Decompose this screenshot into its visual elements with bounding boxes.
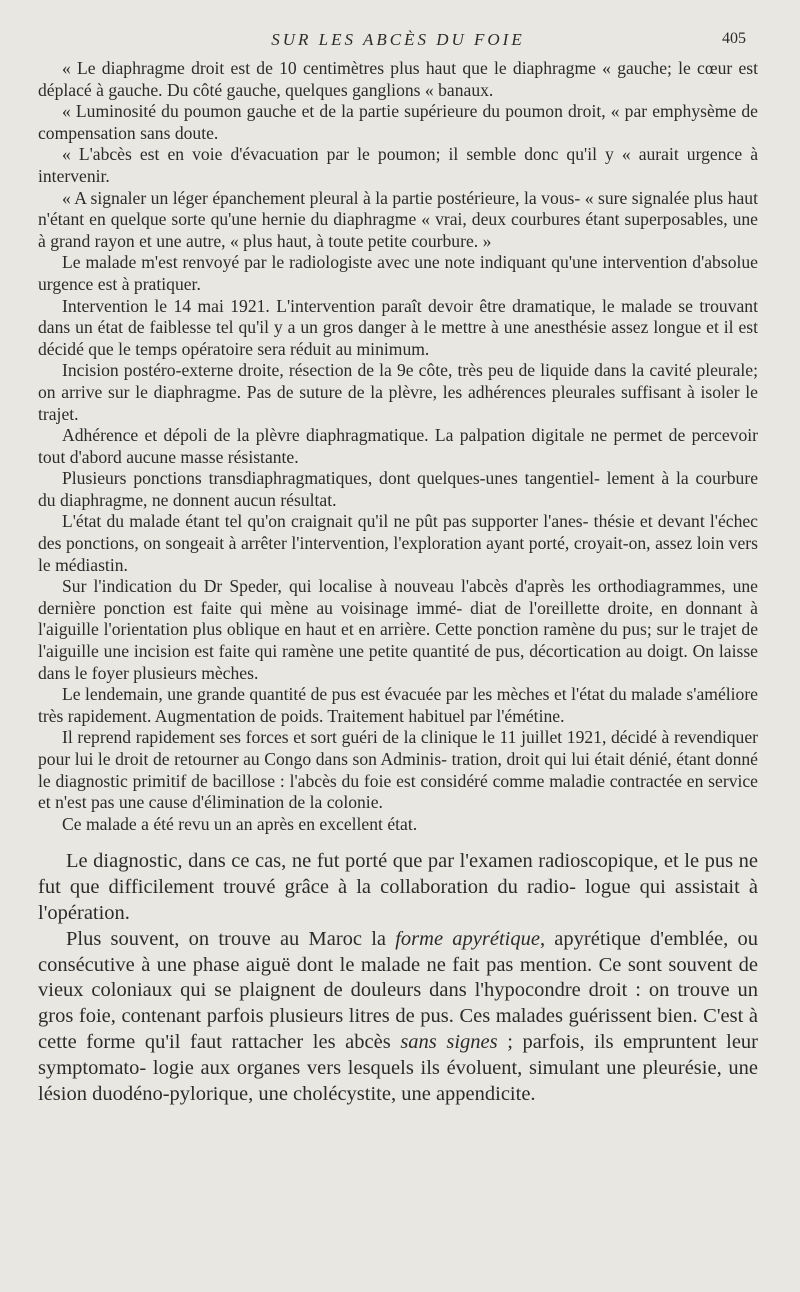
case-paragraph: Sur l'indication du Dr Speder, qui localise à nouveau l'abcès d'après les orthodiagrammes, une dernière ponction est faite qui mène au voisinage immé- diat de l'oreillette droite, en donnant à l'aiguille l'orientation plus oblique en haut et en arrière. Cette ponction ramène du pus; sur le trajet de l'aiguille une incision est faite qui ramène une petite quantité de pus, décortication au doigt. On laisse dans le foyer plusieurs mèches. [38,576,758,683]
body-text: Plus souvent, on trouve au Maroc la [66,927,396,950]
body-text: ; parfois, ils empruntent leur symptomato- logie aux organes vers lesquels ils évoluent, simulant une pleurésie, une lésion duodéno-pylorique, une cholécystite, une appendicite. [38,1030,758,1105]
case-paragraph: Il reprend rapidement ses forces et sort guéri de la clinique le 11 juillet 1921, décidé à revendiquer pour lui le droit de retourner au Congo dans son Adminis- tration, droit qui lui était dénié, étant donné le diagnostic primitif de bacillose : l'abcès du foie est considéré comme maladie contractée en service et n'est pas une cause d'élimination de la colonie. [38,727,758,813]
body-text: , apyrétique d'emblée, ou consécutive à une phase aiguë dont le malade ne fait pas mention. Ce sont souvent de vieux coloniaux qui se plaignent de douleurs dans l'hypocondre droit : on trouve un gros foie, contenant parfois plusieurs litres de pus. Ces malades guérissent bien. C'est à cette forme qu'il faut rattacher les abcès [38,927,758,1053]
page-number: 405 [722,30,746,47]
case-paragraph: Ce malade a été revu un an après en excellent état. [62,813,418,834]
case-paragraph: Intervention le 14 mai 1921. L'intervention paraît devoir être dramatique, le malade se trouvant dans un état de faiblesse tel qu'il y a un gros danger à le mettre à une anesthésie assez longue et il est décidé que le temps opératoire sera réduit au minimum. [38,295,758,359]
emphasis-text: sans signes [400,1030,498,1053]
case-paragraph: Le malade m'est renvoyé par le radiologiste avec une note indiquant qu'une intervention d'absolue urgence est à pratiquer. [38,252,758,294]
running-title: SUR LES ABCÈS DU FOIE [271,30,525,49]
case-report [38,58,758,835]
case-paragraph: « L'abcès est en voie d'évacuation par le poumon; il semble donc qu'il y « aurait urgence à intervenir. [38,144,758,186]
case-paragraph: « Luminosité du poumon gauche et de la partie supérieure du poumon droit, « par emphysème de compensation sans doute. [38,101,758,143]
body-paragraph [38,927,758,1108]
running-head [38,28,758,58]
main-text [38,849,758,1107]
case-paragraph: Adhérence et dépoli de la plèvre diaphragmatique. La palpation digitale ne permet de percevoir tout d'abord aucune masse résistante. [38,425,758,467]
emphasis-text: forme apyrétique [395,927,540,950]
case-paragraph: L'état du malade étant tel qu'on craignait qu'il ne pût pas supporter l'anes- thésie et devant l'échec des ponctions, on songeait à arrêter l'intervention, l'exploration ayant porté, croyait-on, assez loin vers le médiastin. [38,511,758,575]
case-paragraph: Plusieurs ponctions transdiaphragmatiques, dont quelques-unes tangentiel- lement à la courbure du diaphragme, ne donnent aucun résultat. [38,468,758,510]
case-paragraph: « A signaler un léger épanchement pleural à la partie postérieure, la vous- « sure signalée plus haut n'étant en quelque sorte qu'une hernie du diaphragme « vrai, deux courbures étant superposables, une à grand rayon et une autre, « plus haut, à toute petite courbure. » [38,187,758,251]
case-paragraph: Incision postéro-externe droite, résection de la 9e côte, très peu de liquide dans la cavité pleurale; on arrive sur le diaphragme. Pas de suture de la plèvre, les adhérences pleurales suffisant à isoler le trajet. [38,360,758,424]
case-paragraph: Le lendemain, une grande quantité de pus est évacuée par les mèches et l'état du malade s'améliore très rapidement. Augmentation de poids. Traitement habituel par l'émétine. [38,684,758,726]
body-paragraph: Le diagnostic, dans ce cas, ne fut porté que par l'examen radioscopique, et le pus ne fut que difficilement trouvé grâce à la collaboration du radio- logue qui assistait à l'opération. [38,850,758,924]
case-paragraph: « Le diaphragme droit est de 10 centimètres plus haut que le diaphragme « gauche; le cœur est déplacé à gauche. Du côté gauche, quelques ganglions « banaux. [38,58,758,100]
